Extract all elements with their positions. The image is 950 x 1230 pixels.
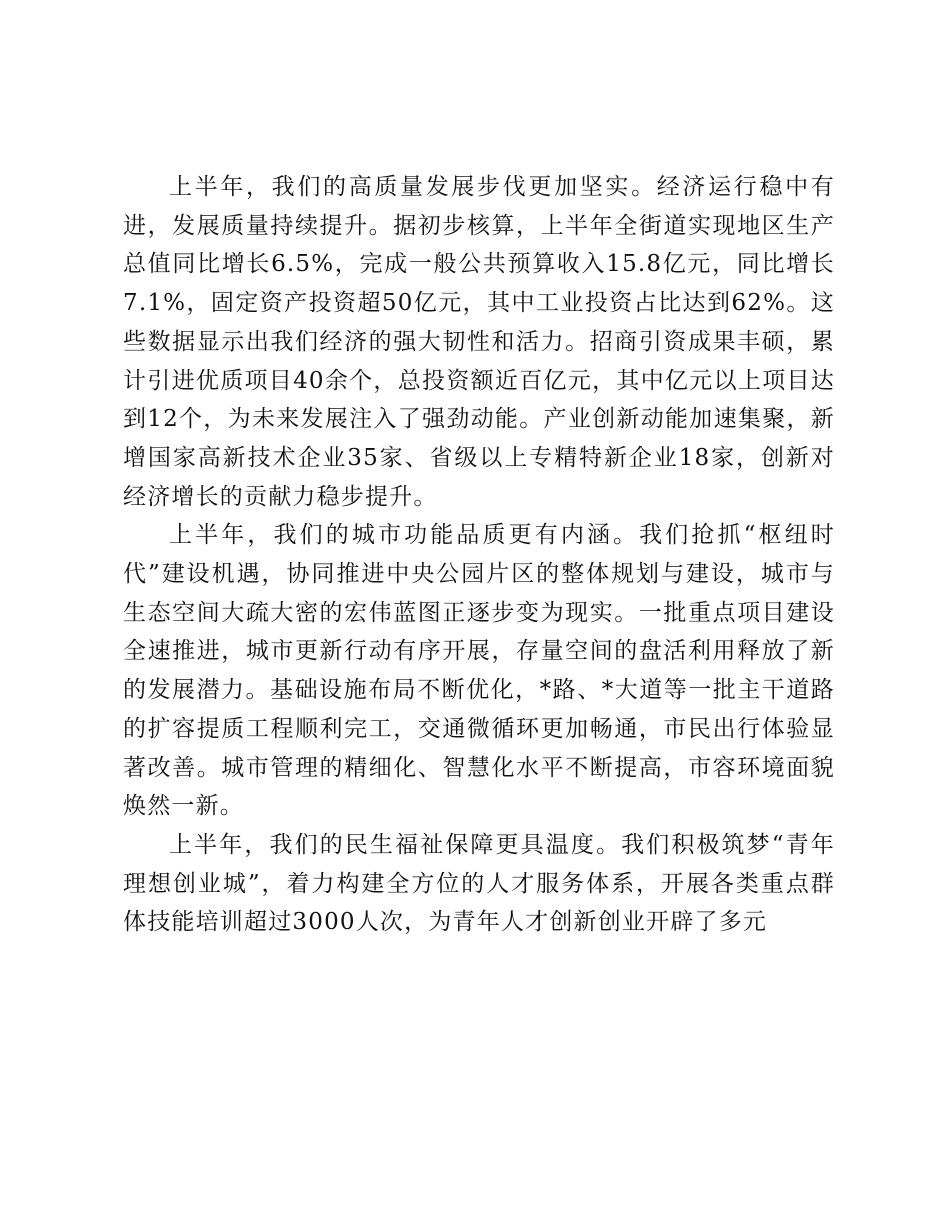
paragraph-city-function: 上半年，我们的城市功能品质更有内涵。我们抢抓“枢纽时代”建设机遇，协同推进中央公园片区的整体规划与建设，城市与生态空间大疏大密的宏伟蓝图正逐步变为现实。一批重点项目建设全速推进，城市更新行动有序开展，存量空间的盘活利用释放了新的发展潜力。基础设施布局不断优化，*路、*大道等一批主干道路的扩容提质工程顺利完工，交通微循环更加畅通，市民出行体验显著改善。城市管理的精细化、智慧化水平不断提高，市容环境面貌焕然一新。 [123,522,835,820]
paragraph-livelihood: 上半年，我们的民生福祉保障更具温度。我们积极筑梦“青年理想创业城”，着力构建全方位的人才服务体系，开展各类重点群体技能培训超过3000人次，为青年人才创新创业开辟了多元 [123,831,835,936]
paragraph-economy: 上半年，我们的高质量发展步伐更加坚实。经济运行稳中有进，发展质量持续提升。据初步核算，上半年全街道实现地区生产总值同比增长6.5%，完成一般公共预算收入15.8亿元，同比增长7.1%，固定资产投资超50亿元，其中工业投资占比达到62%。这些数据显示出我们经济的强大韧性和活力。招商引资成果丰硕，累计引进优质项目40余个，总投资额近百亿元，其中亿元以上项目达到12个，为未来发展注入了强劲动能。产业创新动能加速集聚，新增国家高新技术企业35家、省级以上专精特新企业18家，创新对经济增长的贡献力稳步提升。 [123,174,835,510]
document-body [123,168,835,942]
